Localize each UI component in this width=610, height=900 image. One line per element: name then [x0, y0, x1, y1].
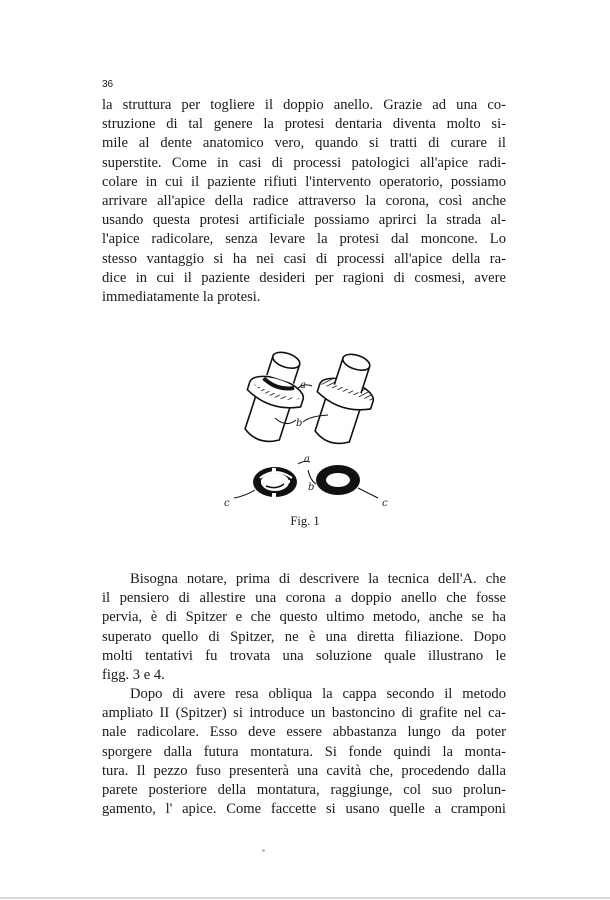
label-a-top: a — [300, 380, 306, 391]
label-b-top: b — [296, 418, 303, 429]
text-line: colare in cui il paziente rifiuti l'intervento operatorio, possiamo — [102, 173, 506, 190]
label-c-right: c — [382, 498, 388, 509]
text-line: il pensiero di allestire una corona a doppio anello che fosse — [102, 590, 506, 607]
text-line: gamento, l' apice. Come faccette si usano quelle a cramponi — [102, 801, 506, 818]
text-line: molti tentativi fu trovata una soluzione quale illustrano le — [102, 647, 506, 664]
crown-left — [234, 345, 315, 449]
paragraph-3 — [102, 685, 506, 819]
text-line: superstite. Come in casi di processi patologici all'apice radi- — [102, 154, 506, 171]
text-line: la struttura per togliere il doppio anello. Grazie ad una co- — [102, 97, 506, 113]
ring-left — [253, 467, 297, 497]
label-a-bottom: a — [304, 454, 310, 465]
text-line: mile al dente anatomico vero, quando si tratti di curare il — [102, 135, 506, 152]
text-line: usando questa protesi artificiale possiamo aprirci la strada al- — [102, 212, 506, 229]
text-line: dice in cui il paziente desideri per ragioni di cosmesi, avere — [102, 269, 506, 286]
crown-right — [304, 347, 385, 451]
paragraph-2 — [102, 570, 506, 685]
crown-diagram — [200, 338, 410, 528]
figure-1-illustration — [200, 338, 410, 528]
text-line: sporgere dalla futura montatura. Si fonde quindi la monta- — [102, 743, 506, 760]
text-line: parete posteriore della montatura, raggiunge, col suo prolun- — [102, 781, 506, 798]
text-line: Dopo di avere resa obliqua la cappa secondo il metodo — [130, 686, 506, 702]
label-c-left: c — [224, 498, 230, 509]
text-line: stesso vantaggio si ha nei casi di processi all'apice della ra- — [102, 250, 506, 267]
text-line: tura. Il pezzo fuso presenterà una cavità che, procedendo dalla — [102, 762, 506, 779]
figure-caption: Fig. 1 — [290, 514, 320, 528]
label-b-bottom: b — [308, 482, 315, 493]
page-number: 36 — [102, 79, 114, 90]
text-line: figg. 3 e 4. — [102, 666, 165, 683]
ring-right — [316, 465, 360, 495]
text-line: struzione di tal genere la protesi dentaria diventa molto si- — [102, 116, 506, 133]
page-bottom-edge — [0, 897, 610, 899]
text-line: immediatamente la protesi. — [102, 288, 261, 305]
text-line: Bisogna notare, prima di descrivere la tecnica dell'A. che — [130, 571, 506, 587]
text-line: ampliato II (Spitzer) si introduce un bastoncino di grafite nel ca- — [102, 705, 506, 722]
text-line: arrivare all'apice della radice attraverso la corona, così anche — [102, 192, 506, 209]
text-line: superato quello di Spitzer, ne è una diretta filiazione. Dopo — [102, 628, 506, 645]
text-line: nale radicolare. Esso deve essere abbastanza lungo da poter — [102, 724, 506, 741]
text-line: l'apice radicolare, senza levare la protesi dal moncone. Lo — [102, 231, 506, 248]
scan-speck — [262, 849, 265, 852]
text-line: pervia, è di Spitzer e che questo ultimo metodo, anche se ha — [102, 609, 506, 626]
paragraph-1 — [102, 96, 506, 307]
